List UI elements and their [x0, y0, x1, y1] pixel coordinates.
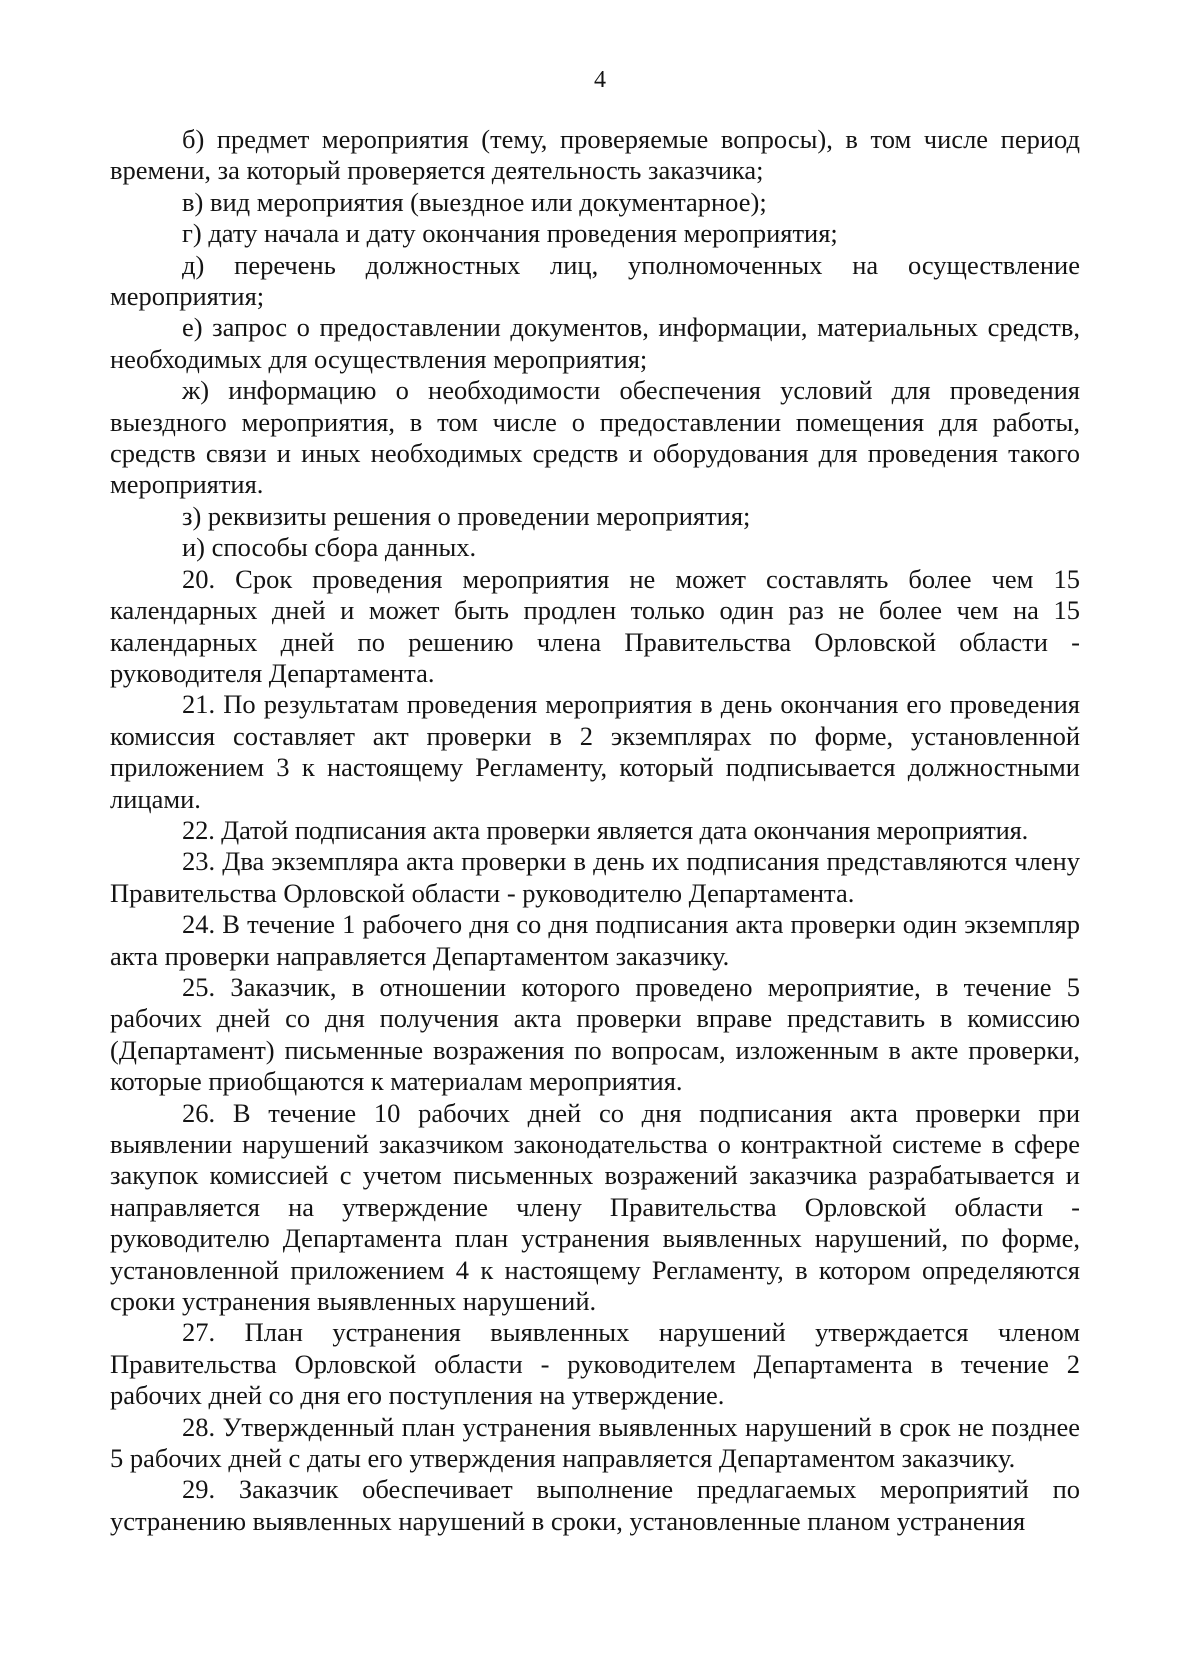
paragraph-b-subject: б) предмет мероприятия (тему, проверяемые вопросы), в том числе период времени, за который проверяется деятельность заказчика;: [110, 124, 1080, 186]
paragraph-29: 29. Заказчик обеспечивает выполнение предлагаемых мероприятий по устранению выявленных нарушений в сроки, установленные планом устранения: [110, 1474, 1080, 1536]
paragraph-21: 21. По результатам проведения мероприятия в день окончания его проведения комиссия составляет акт проверки в 2 экземплярах по форме, установленной приложением 3 к настоящему Регламенту, который подписывается должностными лицами.: [110, 689, 1080, 814]
paragraph-e-request: е) запрос о предоставлении документов, информации, материальных средств, необходимых для осуществления мероприятия;: [110, 312, 1080, 374]
paragraph-z-decision: з) реквизиты решения о проведении мероприятия;: [182, 500, 751, 531]
paragraph-27: 27. План устранения выявленных нарушений утверждается членом Правительства Орловской области - руководителем Департамента в течение 2 рабочих дней со дня его поступления на утверждение.: [110, 1317, 1080, 1411]
paragraph-25: 25. Заказчик, в отношении которого проведено мероприятие, в течение 5 рабочих дней со дня получения акта проверки вправе представить в комиссию (Департамент) письменные возражения по вопросам, изложенным в акте проверки, которые приобщаются к материалам мероприятия.: [110, 971, 1080, 1097]
paragraph-g-dates: г) дату начала и дату окончания проведения мероприятия;: [182, 218, 838, 249]
paragraph-24: 24. В течение 1 рабочего дня со дня подписания акта проверки один экземпляр акта проверки направляется Департаментом заказчику.: [110, 909, 1080, 971]
paragraph-28: 28. Утвержденный план устранения выявленных нарушений в срок не позднее 5 рабочих дней с даты его утверждения направляется Департаментом заказчику.: [110, 1411, 1080, 1474]
paragraph-22: 22. Датой подписания акта проверки является дата окончания мероприятия.: [182, 814, 1029, 845]
paragraph-zh-conditions: ж) информацию о необходимости обеспечения условий для проведения выездного мероприятия, в том числе о предоставлении помещения для работы, средств связи и иных необходимых средств и оборудования для проведения такого мероприятия.: [110, 375, 1080, 500]
paragraph-20: 20. Срок проведения мероприятия не может составлять более чем 15 календарных дней и может быть продлен только один раз не более чем на 15 календарных дней по решению члена Правительства Орловской области - руководителя Департамента.: [110, 563, 1080, 688]
paragraph-d-officials: д) перечень должностных лиц, уполномоченных на осуществление мероприятия;: [110, 249, 1080, 312]
page-number: 4: [594, 67, 606, 93]
paragraph-i-data-collection: и) способы сбора данных.: [182, 532, 477, 563]
paragraph-26: 26. В течение 10 рабочих дней со дня подписания акта проверки при выявлении нарушений заказчиком законодательства о контрактной системе в сфере закупок комиссией с учетом письменных возражений заказчика разрабатывается и направляется на утверждение члену Правительства Орловской области - руководителю Департамента план устранения выявленных нарушений, по форме, установленной приложением 4 к настоящему Регламенту, в котором определяются сроки устранения выявленных нарушений.: [110, 1097, 1080, 1317]
paragraph-v-type: в) вид мероприятия (выездное или документарное);: [182, 186, 767, 217]
document-body: [110, 124, 1080, 1537]
paragraph-23: 23. Два экземпляра акта проверки в день их подписания представляются члену Правительства Орловской области - руководителю Департамента.: [110, 846, 1080, 908]
